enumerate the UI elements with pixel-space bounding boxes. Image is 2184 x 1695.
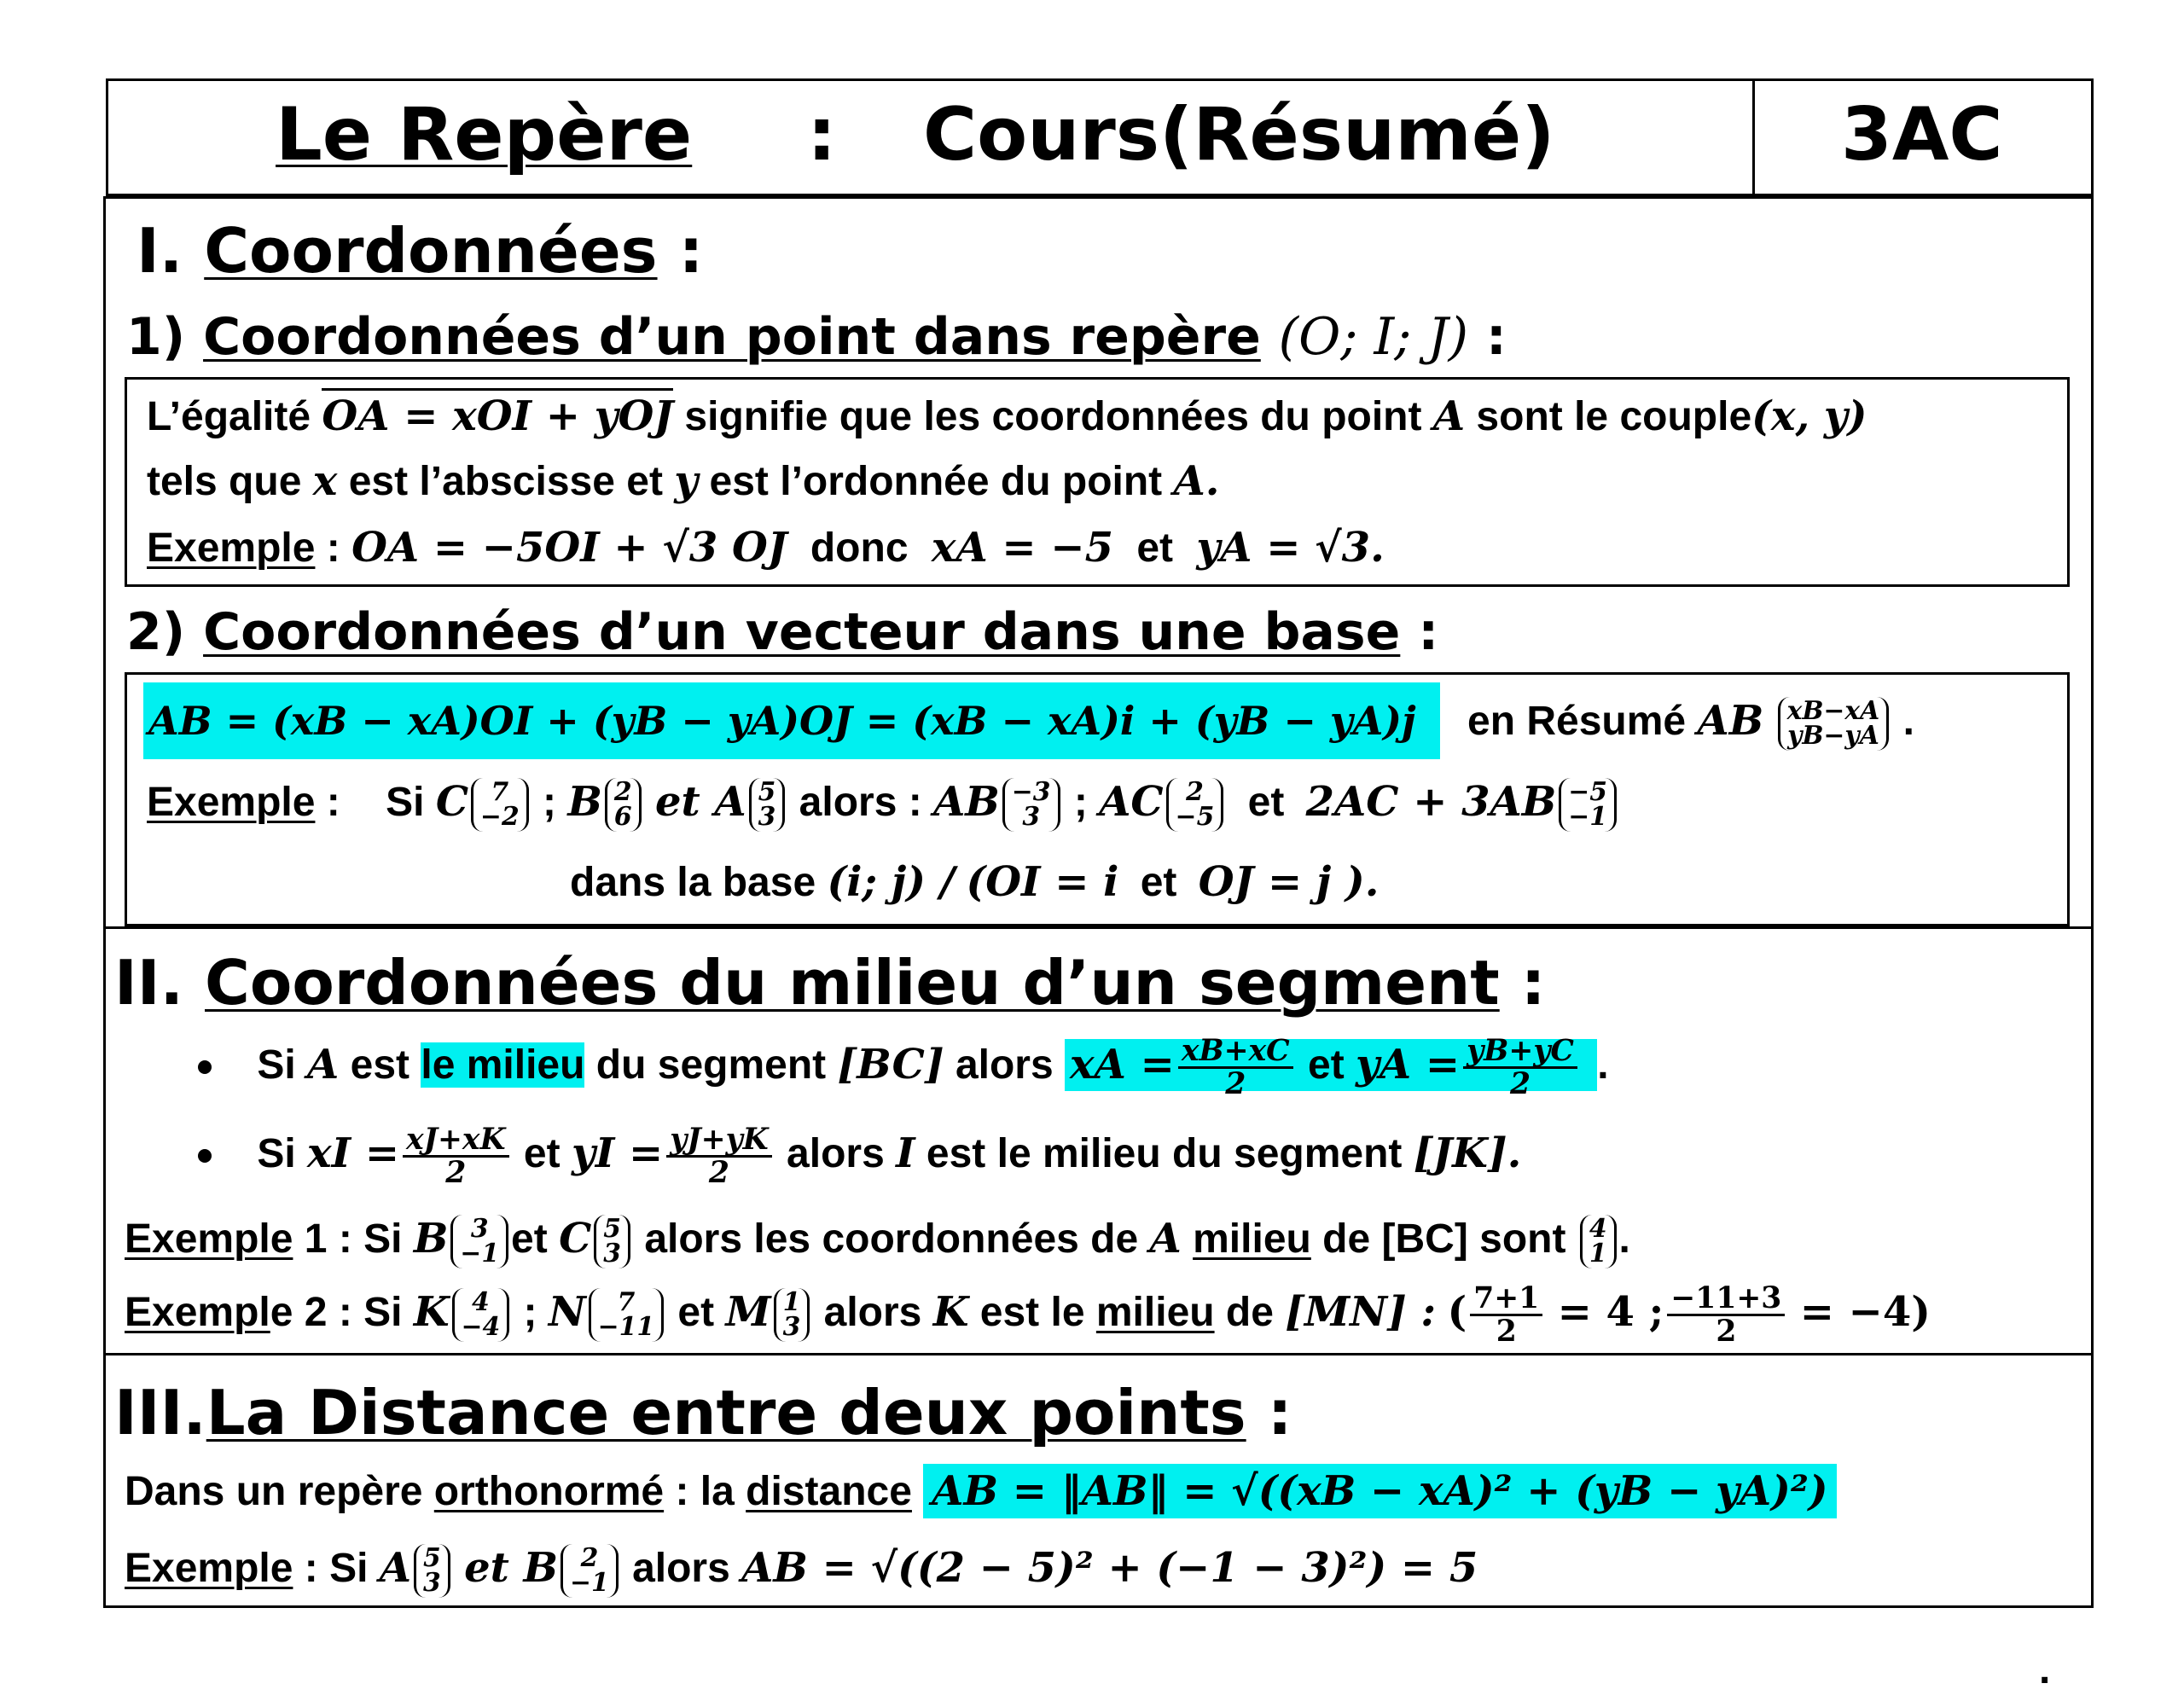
text: et: [677, 1290, 715, 1335]
var-I: I: [896, 1129, 915, 1177]
example-label: Exemple: [125, 1546, 293, 1591]
bullet-1: [198, 1020, 1609, 1110]
text: .: [1902, 699, 1914, 744]
text: dans la base: [570, 860, 816, 905]
text: de: [1225, 1290, 1274, 1335]
resume-coords: xB−xA yB−yA: [1778, 697, 1890, 752]
N-coords: 7 −11: [589, 1288, 664, 1343]
example-label: Exempl: [125, 1290, 270, 1335]
segment-MN: [MN] :: [1285, 1288, 1437, 1336]
subsection-1-heading: [126, 307, 1507, 367]
text: alors: [632, 1546, 730, 1591]
text: milieu: [1193, 1216, 1311, 1262]
text: alors les coordonnées de: [644, 1216, 1139, 1262]
B-coords: 3 −1: [450, 1215, 508, 1269]
text: est le: [979, 1290, 1085, 1335]
section-2-colon: :: [1520, 947, 1546, 1019]
text: et: [1247, 780, 1285, 825]
text: Si: [257, 1042, 296, 1088]
text: ;: [523, 1290, 537, 1335]
subsection-1-number: 1): [126, 307, 186, 367]
text: .: [1597, 1042, 1609, 1088]
AB-coords: −3 3: [1002, 778, 1060, 833]
section-2-title: Coordonnées du milieu d’un segment: [205, 947, 1500, 1019]
definition-line-2: [147, 457, 1219, 505]
section-1-number: I.: [136, 215, 183, 287]
definition-line-1: [147, 392, 1867, 440]
section-3-heading: [114, 1377, 1292, 1448]
combo-coords: −5 −1: [1559, 778, 1617, 833]
text: .: [1618, 1216, 1630, 1262]
subsection-2-number: 2): [126, 602, 186, 662]
example-equation: OA = −5OI + √3 OJ: [351, 524, 787, 572]
example-2: [147, 768, 1619, 837]
header-divider: [1752, 78, 1755, 196]
base-equation: OJ = j ).: [1198, 858, 1380, 906]
point-B: B: [567, 778, 602, 826]
vector-AC: AC: [1099, 778, 1164, 826]
text: et: [1140, 860, 1177, 905]
text: et: [1136, 525, 1174, 571]
couple: (x, y): [1751, 392, 1867, 440]
text: ;: [543, 780, 556, 825]
B-coords: 2 6: [605, 778, 642, 833]
section-1-title: Coordonnées: [204, 215, 658, 287]
example-1: [147, 524, 1385, 572]
bullet-2: [198, 1109, 1521, 1199]
section-3-title: La Distance entre deux points: [206, 1377, 1246, 1448]
resume-label: en Résumé: [1467, 699, 1687, 744]
result-coords: 4 1: [1580, 1215, 1617, 1269]
vector-AB: AB: [1697, 697, 1764, 745]
text: est: [350, 1042, 410, 1088]
text: Si: [257, 1131, 296, 1176]
distance-formula: AB = ‖AB‖ = √((xB − xA)² + (yB − yA)²): [923, 1464, 1836, 1518]
fraction: $\frac{yJ+yK}{2}$: [666, 1124, 771, 1189]
resume-block: [1467, 682, 1914, 760]
text: du segment: [595, 1042, 827, 1088]
segment-JK: [JK].: [1413, 1129, 1522, 1177]
section-1-heading: [136, 215, 703, 287]
example-3: [125, 1203, 1630, 1275]
fraction: $\frac{7+1}{2}$: [1470, 1283, 1542, 1348]
segment-BC: [BC]: [837, 1041, 944, 1088]
text: 2 : Si: [304, 1290, 403, 1335]
text: 1 : Si: [304, 1216, 403, 1262]
example-5: [125, 1532, 1478, 1605]
text: (: [1447, 1288, 1467, 1336]
var-x: x: [312, 457, 338, 505]
point-A: A: [379, 1544, 412, 1592]
text: Dans un repère: [125, 1469, 423, 1514]
subsection-1-colon: :: [1485, 307, 1507, 367]
section-1-colon: :: [678, 215, 704, 287]
text: donc: [810, 525, 909, 571]
text: alors :: [799, 780, 922, 825]
var-A: A: [1432, 392, 1466, 440]
fraction: $\frac{xJ+xK}{2}$: [403, 1124, 509, 1189]
text: milieu: [1095, 1290, 1215, 1335]
point-C: C: [559, 1215, 592, 1263]
text: Si: [386, 780, 425, 825]
section-divider-1: [103, 926, 2094, 929]
K-coords: 4 −4: [452, 1288, 510, 1343]
subsection-1-title: Coordonnées d’un point dans repère: [203, 307, 1261, 367]
example-label: Exemple: [147, 780, 316, 825]
point-M: M: [725, 1288, 771, 1336]
text: ;: [1073, 780, 1088, 825]
text: alors: [955, 1042, 1054, 1088]
AC-coords: 2 −5: [1166, 778, 1224, 833]
example-yA: yA = √3.: [1196, 524, 1385, 572]
text: est l’abscisse et: [348, 459, 663, 504]
section-3-colon: :: [1267, 1377, 1292, 1448]
text: tels que: [147, 459, 302, 504]
subsection-2-colon: :: [1418, 602, 1439, 662]
text: et: [511, 1216, 548, 1262]
midpoint-formula: xA = $\frac{xB+xC}{2}$ et yA = $\frac{yB+yC}{2}$: [1065, 1039, 1597, 1091]
page-subtitle: Cours(Résumé): [923, 92, 1555, 177]
vector-formula: AB = (xB − xA)OI + (yB − yA)OJ = (xB − xA)i + (yB − yA)j: [143, 682, 1440, 759]
text: sont le couple: [1476, 394, 1752, 439]
frame-notation: (O; I; J): [1278, 307, 1468, 367]
text: est le milieu du segment: [926, 1131, 1403, 1176]
text: et: [523, 1131, 561, 1176]
text: : la: [675, 1469, 735, 1514]
bullet-dot: [198, 1149, 212, 1163]
point-B: B: [413, 1215, 449, 1263]
page-title: Le Repère: [276, 92, 693, 177]
text: alors: [823, 1290, 922, 1335]
base-equation: (OI = i: [966, 858, 1119, 906]
section-2-number: II.: [114, 947, 183, 1019]
text: orthonormé: [433, 1469, 665, 1514]
vector-AB: AB: [933, 778, 1000, 826]
C-coords: 7 −2: [471, 778, 529, 833]
section-divider-2: [103, 1353, 2094, 1355]
base-line: [570, 858, 1379, 906]
text: signifie que les coordonnées du point: [684, 394, 1422, 439]
point-K: K: [413, 1288, 450, 1336]
footer-dot: .: [2039, 1647, 2051, 1692]
vector-combination: 2AC + 3AB: [1305, 778, 1557, 826]
formula-xI: xI =: [307, 1129, 400, 1177]
example-4: [125, 1276, 1931, 1349]
var-A: A: [1149, 1215, 1182, 1263]
point-B: et B: [464, 1544, 559, 1592]
var-y: y: [674, 457, 699, 505]
C-coords: 5 3: [594, 1215, 630, 1269]
A-coords: 5 3: [749, 778, 786, 833]
var-A: A.: [1173, 457, 1220, 505]
text: est l’ordonnée du point: [709, 459, 1163, 504]
fraction: $\frac{-11+3}{2}$: [1667, 1283, 1785, 1348]
text: = −4): [1799, 1288, 1931, 1336]
text: :: [326, 780, 340, 825]
A-coords: 5 3: [414, 1544, 450, 1599]
text: :: [326, 525, 340, 571]
text: : Si: [304, 1546, 369, 1591]
section-2-heading: [114, 947, 1546, 1019]
text: alors: [787, 1131, 885, 1176]
point-N: N: [548, 1288, 586, 1336]
text: de [BC] sont: [1322, 1216, 1566, 1262]
text: = 4 ;: [1557, 1288, 1664, 1336]
highlight-milieu: le milieu: [421, 1042, 585, 1088]
var-A: A: [307, 1041, 340, 1088]
subsection-2-heading: [126, 602, 1438, 662]
example-label: Exemple: [125, 1216, 293, 1262]
base-notation: (i; j) /: [827, 858, 956, 906]
B-coords: 2 −1: [561, 1544, 619, 1599]
distance-definition: [125, 1454, 1837, 1530]
text: L’égalité: [147, 394, 311, 439]
M-coords: 1 3: [774, 1288, 810, 1343]
bullet-dot: [198, 1060, 212, 1074]
title-colon: :: [807, 92, 837, 177]
example-xA: xA = −5: [931, 524, 1113, 572]
point-C: C: [435, 778, 469, 826]
level-badge: 3AC: [1841, 92, 2003, 177]
section-3-number: III.: [114, 1377, 206, 1448]
var-K: K: [932, 1288, 969, 1336]
subsection-2-title: Coordonnées d’un vecteur dans une base: [203, 602, 1401, 662]
text: distance: [746, 1469, 912, 1514]
text: e: [270, 1290, 293, 1335]
formula-yI: yI =: [571, 1129, 664, 1177]
example-label: Exemple: [147, 525, 316, 571]
distance-calculation: AB = √((2 − 5)² + (−1 − 3)²) = 5: [741, 1544, 1478, 1592]
point-A: et A: [654, 778, 746, 826]
vector-equation: OA = xOI + yOJ: [322, 388, 673, 440]
